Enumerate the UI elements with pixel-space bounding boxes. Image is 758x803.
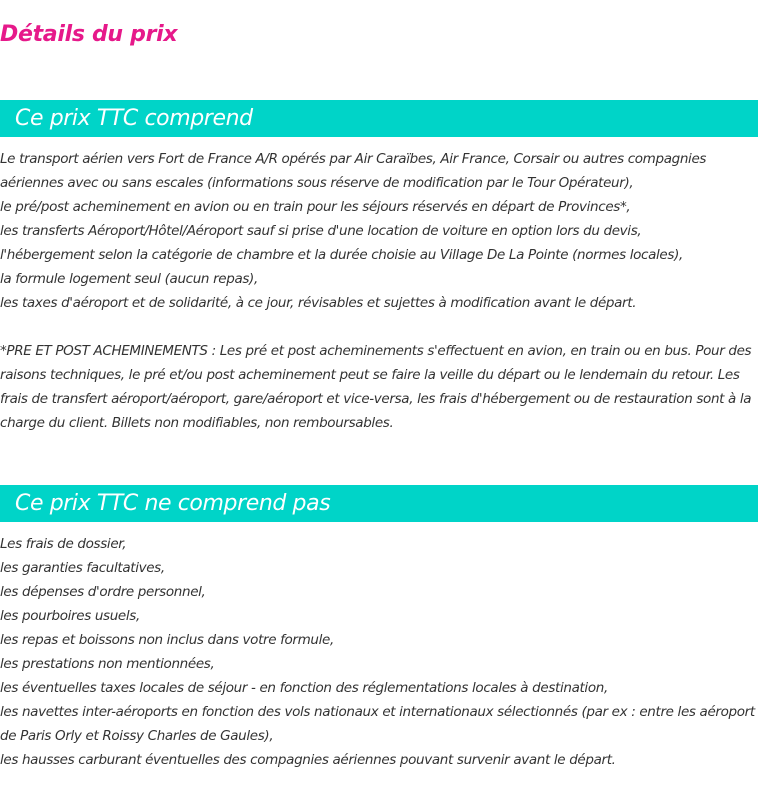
excluded-item: les repas et boissons non inclus dans votre formule, (0, 632, 334, 648)
excluded-item: les pourboires usuels, (0, 608, 140, 624)
excluded-item: les hausses carburant éventuelles des compagnies aériennes pouvant survenir avant le départ. (0, 752, 616, 768)
excluded-item: les dépenses d'ordre personnel, (0, 584, 206, 600)
included-item: l'hébergement selon la catégorie de chambre et la durée choisie au Village De La Pointe (normes locales), (0, 247, 683, 263)
included-section-header (0, 100, 758, 137)
excluded-item: les éventuelles taxes locales de séjour - en fonction des réglementations locales à destination, (0, 680, 608, 696)
page-title: Détails du prix (0, 22, 178, 47)
included-list (0, 147, 758, 315)
included-heading: Ce prix TTC comprend (15, 106, 253, 131)
excluded-item: les garanties facultatives, (0, 560, 165, 576)
excluded-heading: Ce prix TTC ne comprend pas (15, 491, 331, 516)
excluded-section-header (0, 485, 758, 522)
excluded-list (0, 532, 758, 772)
included-item: Le transport aérien vers Fort de France A/R opérés par Air Caraïbes, Air France, Corsair ou autres compagnies aériennes avec ou sans escales (informations sous réserve de modification par le Tour Opérateur), (0, 151, 707, 191)
included-item: le pré/post acheminement en avion ou en train pour les séjours réservés en départ de Provinces*, (0, 199, 631, 215)
included-item: les transferts Aéroport/Hôtel/Aéroport sauf si prise d'une location de voiture en option lors du devis, (0, 223, 642, 239)
pre-post-routing-note: *PRE ET POST ACHEMINEMENTS : Les pré et post acheminements s'effectuent en avion, en train ou en bus. Pour des raisons techniques, le pré et/ou post acheminement peut se faire la veille du départ ou le lendemain du retour. Les frais de transfert aéroport/aéroport, gare/aéroport et vice-versa, les frais d'hébergement ou de restauration sont à la charge du client. Billets non modifiables, non remboursables. (0, 343, 752, 431)
excluded-item: les prestations non mentionnées, (0, 656, 215, 672)
excluded-item: Les frais de dossier, (0, 536, 127, 552)
included-item: les taxes d'aéroport et de solidarité, à ce jour, révisables et sujettes à modification avant le départ. (0, 295, 637, 311)
included-item: la formule logement seul (aucun repas), (0, 271, 258, 287)
excluded-item: les navettes inter-aéroports en fonction des vols nationaux et internationaux sélectionnés (par ex : entre les aéroport de Paris Orly et Roissy Charles de Gaules), (0, 704, 755, 744)
